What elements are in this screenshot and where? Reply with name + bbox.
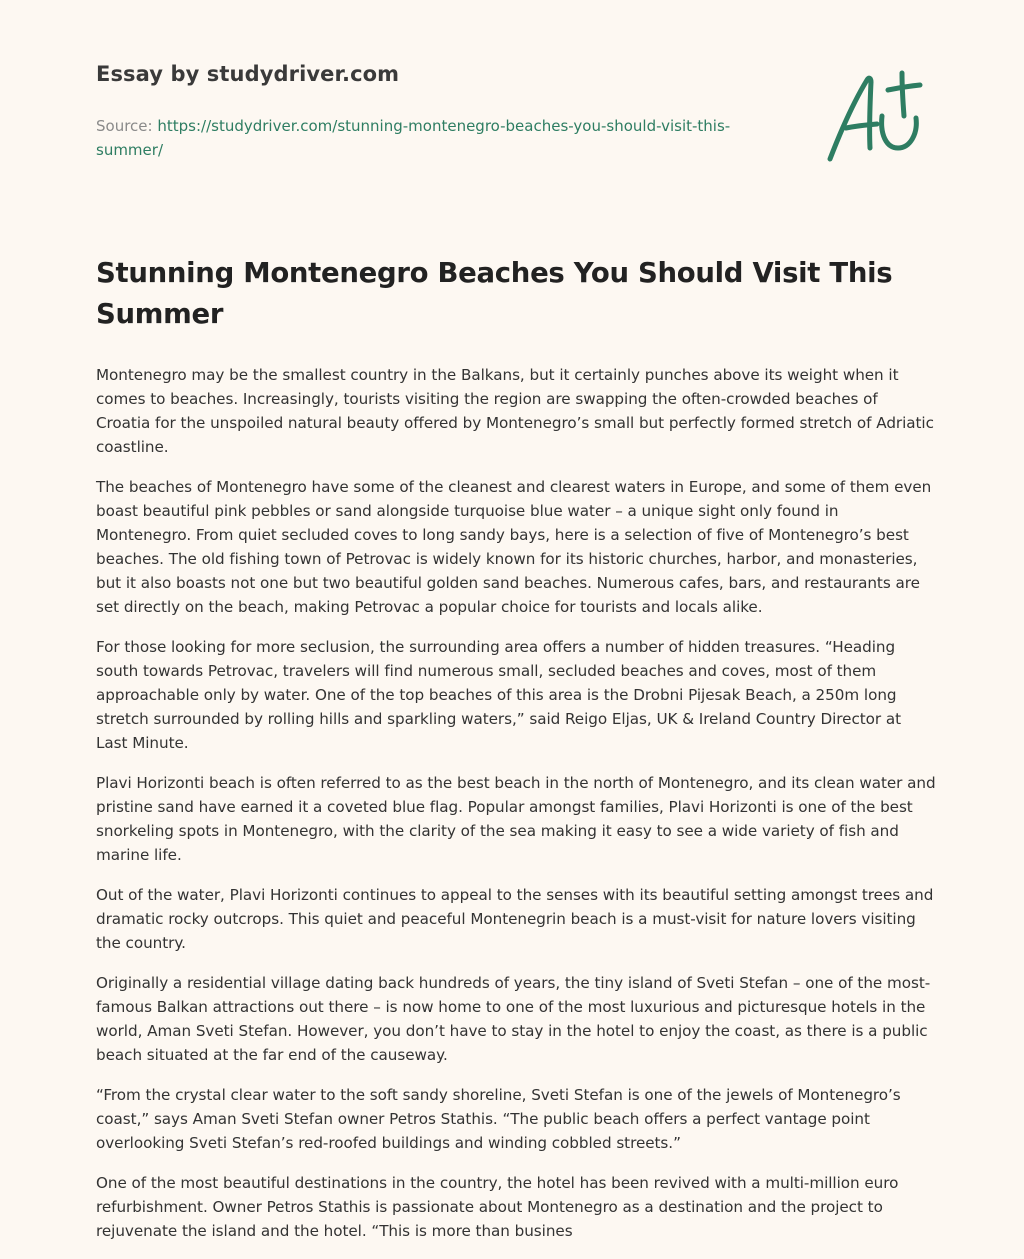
article-paragraph: Montenegro may be the smallest country in the Balkans, but it certainly punches above its weight when it comes to beaches. Increasingly, tourists visiting the region are swapping the often-crowded beaches of Croatia for the unspoiled natural beauty offered by Montenegro’s small but perfectly formed stretch of Adriatic coastline. xyxy=(96,366,934,456)
article-paragraph: The beaches of Montenegro have some of the cleanest and clearest waters in Europe, and some of them even boast beautiful pink pebbles or sand alongside turquoise blue water – a unique sight only found in Montenegro. From quiet secluded coves to long sandy bays, here is a selection of five of Montenegro’s best beaches. The old fishing town of Petrovac is widely known for its historic churches, harbor, and monasteries, but it also boasts not one but two beautiful golden sand beaches. Numerous cafes, bars, and restaurants are set directly on the beach, making Petrovac a popular choice for tourists and locals alike. xyxy=(96,478,932,616)
a-plus-logo-icon xyxy=(820,68,930,168)
source-link[interactable]: https://studydriver.com/stunning-montenegro-beaches-you-should-visit-this-summer/ xyxy=(96,117,731,159)
article-paragraph: “From the crystal clear water to the soft sandy shoreline, Sveti Stefan is one of the jewels of Montenegro’s coast,” says Aman Sveti Stefan owner Petros Stathis. “The public beach offers a perfect vantage point overlooking Sveti Stefan’s red-roofed buildings and winding cobbled streets.” xyxy=(96,1086,901,1152)
page-header xyxy=(96,62,756,162)
article-title: Stunning Montenegro Beaches You Should Visit This Summer xyxy=(96,257,893,330)
article-paragraph: Originally a residential village dating back hundreds of years, the tiny island of Sveti Stefan – one of the most-famous Balkan attractions out there – is now home to one of the most luxurious and picturesque hotels in the world, Aman Sveti Stefan. However, you don’t have to stay in the hotel to enjoy the coast, as there is a public beach situated at the far end of the causeway. xyxy=(96,974,931,1064)
source-line xyxy=(96,114,756,162)
article-paragraph: For those looking for more seclusion, the surrounding area offers a number of hidden treasures. “Heading south towards Petrovac, travelers will find numerous small, secluded beaches and coves, most of them approachable only by water. One of the top beaches of this area is the Drobni Pijesak Beach, a 250m long stretch surrounded by rolling hills and sparkling waters,” said Reigo Eljas, UK & Ireland Country Director at Last Minute. xyxy=(96,638,902,752)
site-brand: Essay by studydriver.com xyxy=(96,62,400,86)
article-paragraph: Plavi Horizonti beach is often referred to as the best beach in the north of Montenegro, and its clean water and pristine sand have earned it a coveted blue flag. Popular amongst families, Plavi Horizonti is one of the best snorkeling spots in Montenegro, with the clarity of the sea making it easy to see a wide variety of fish and marine life. xyxy=(96,774,936,864)
article-paragraph: One of the most beautiful destinations in the country, the hotel has been revived with a multi-million euro refurbishment. Owner Petros Stathis is passionate about Montenegro as a destination and the project to rejuvenate the island and the hotel. “This is more than busines xyxy=(96,1174,899,1240)
article xyxy=(96,253,936,1259)
source-label: Source: xyxy=(96,117,153,135)
article-paragraph: Out of the water, Plavi Horizonti continues to appeal to the senses with its beautiful setting amongst trees and dramatic rocky outcrops. This quiet and peaceful Montenegrin beach is a must-visit for nature lovers visiting the country. xyxy=(96,886,934,952)
